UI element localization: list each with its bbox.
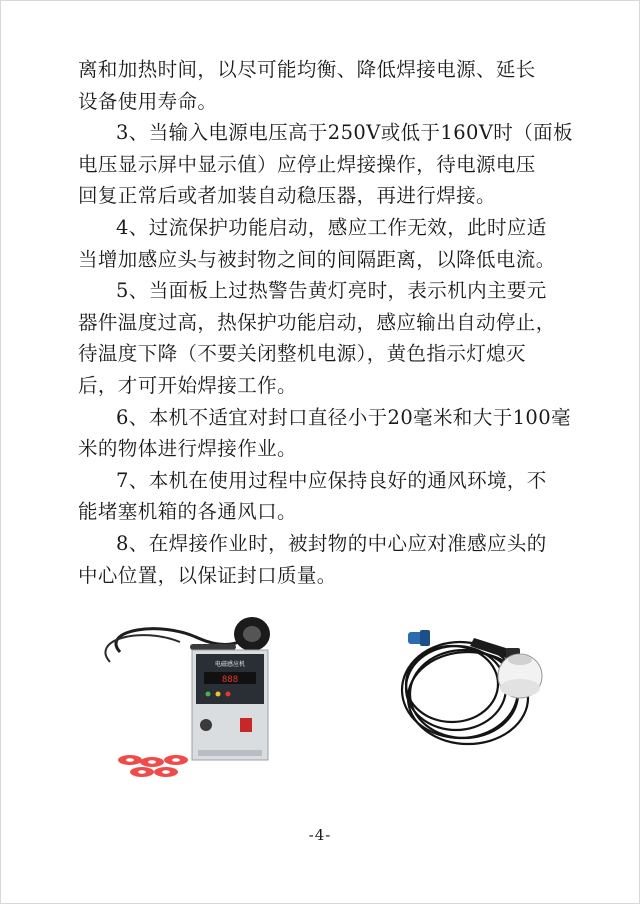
induction-head-photo	[390, 612, 575, 762]
paragraph-line: 设备使用寿命。	[78, 89, 218, 113]
paragraph-line: 米的物体进行焊接作业。	[78, 437, 297, 461]
paragraph-line: 6、本机不适宜对封口直径小于20毫米和大于100毫	[116, 405, 571, 429]
paragraph-line: 中心位置，以保证封口质量。	[78, 563, 337, 587]
body-text	[78, 54, 574, 591]
paragraph-line: 电压显示屏中显示值）应停止焊接操作，待电源电压	[78, 152, 536, 176]
paragraph-line: 离和加热时间，以尽可能均衡、降低焊接电源、延长	[78, 58, 536, 81]
paragraph-line: 待温度下降（不要关闭整机电源），黄色指示灯熄灭	[78, 342, 526, 366]
page-number: -4-	[308, 826, 332, 844]
paragraph-line: 3、当输入电源电压高于250V或低于160V时（面板	[116, 121, 573, 145]
paragraph-line: 能堵塞机箱的各通风口。	[78, 500, 297, 524]
paragraph-line: 当增加感应头与被封物之间的间隔距离，以降低电流。	[78, 247, 556, 271]
machine-photo	[80, 600, 300, 796]
paragraph-line: 回复正常后或者加装自动稳压器，再进行焊接。	[78, 184, 496, 208]
paragraph-line: 4、过流保护功能启动，感应工作无效，此时应适	[116, 215, 547, 239]
paragraph-line: 8、在焊接作业时，被封物的中心应对准感应头的	[116, 531, 547, 555]
paragraph-line: 后，才可开始焊接工作。	[78, 373, 297, 397]
machine-panel-label: 电磁感应机	[214, 661, 246, 668]
paragraph-line: 7、本机在使用过程中应保持良好的通风环境，不	[116, 468, 547, 492]
paragraph-line: 器件温度过高，热保护功能启动，感应输出自动停止，	[78, 310, 556, 334]
machine-display: 888	[221, 675, 239, 685]
paragraph-line: 5、当面板上过热警告黄灯亮时，表示机内主要元	[116, 279, 547, 303]
